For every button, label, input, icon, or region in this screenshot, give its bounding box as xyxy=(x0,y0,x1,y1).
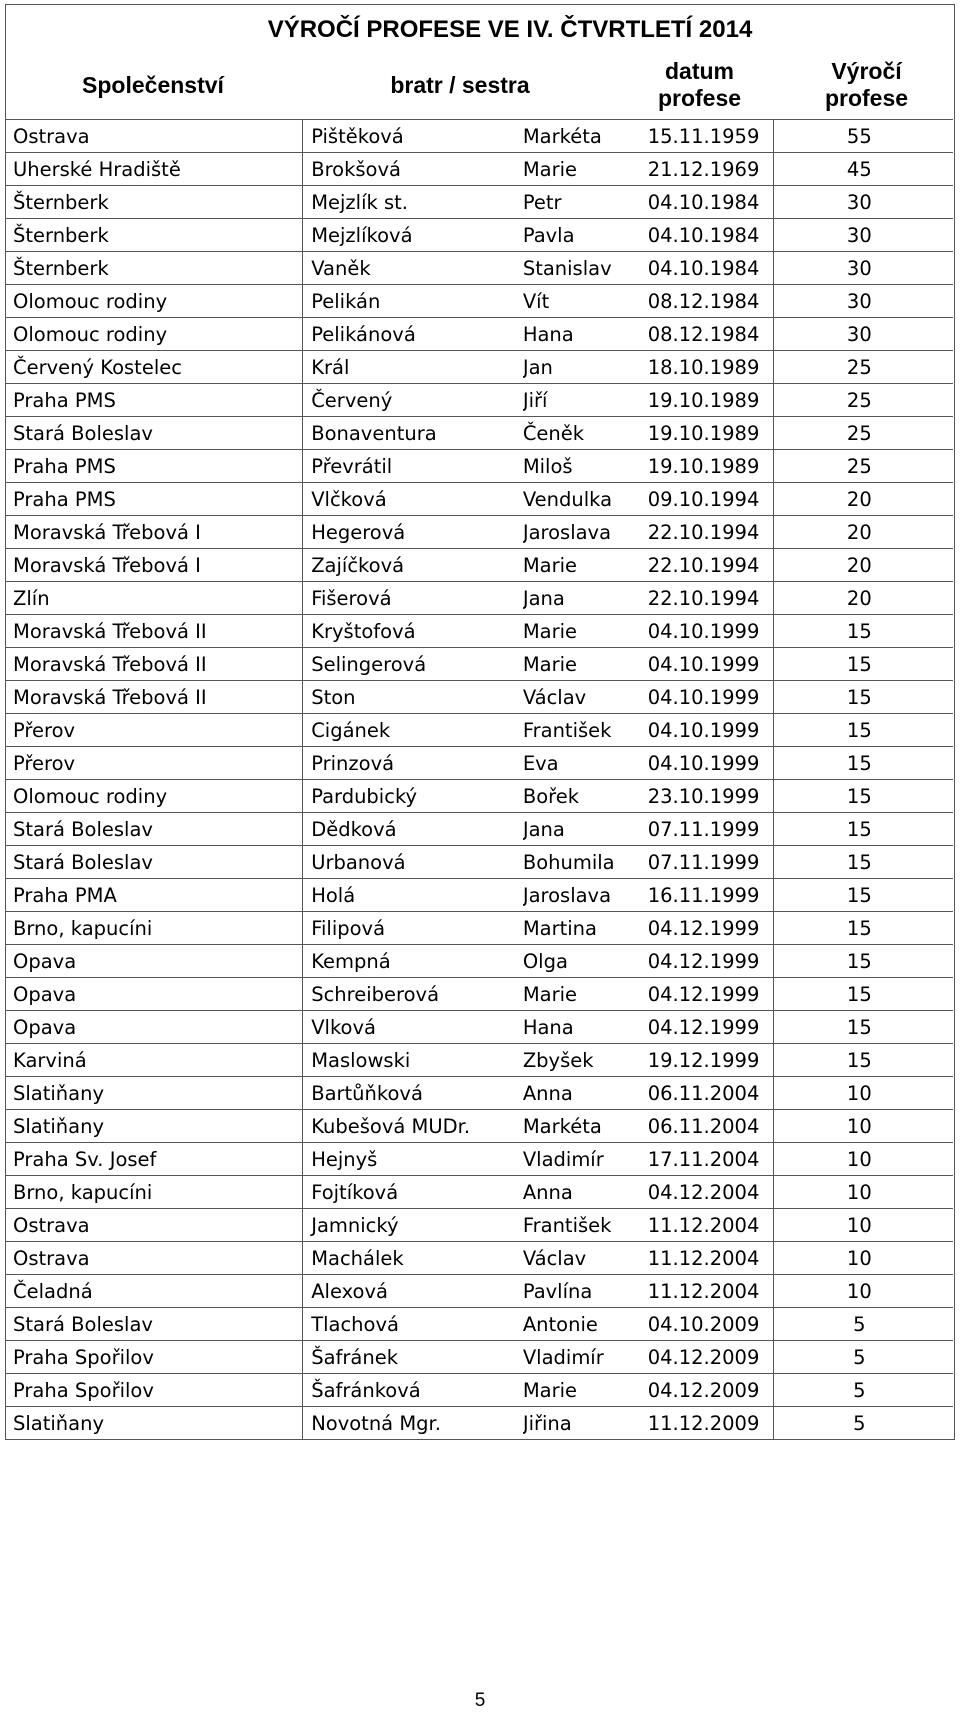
table-row xyxy=(6,351,953,384)
cell-jmeno: Jan xyxy=(522,355,553,379)
cell-vyroci: 5 xyxy=(853,1411,866,1435)
cell-datum-profese: 18.10.1989 xyxy=(646,351,773,384)
table-row xyxy=(6,912,953,945)
cell-jmeno: Vít xyxy=(522,289,550,313)
cell-jmeno: Pavla xyxy=(522,223,575,247)
cell-datum-profese: 04.10.1999 xyxy=(646,681,773,714)
cell-prijmeni: Fojtíková xyxy=(311,1180,399,1204)
cell-prijmeni: Filipová xyxy=(311,916,386,940)
cell-datum-profese: 11.12.2004 xyxy=(646,1209,773,1242)
cell-vyroci: 30 xyxy=(846,256,872,280)
cell-prijmeni: Pelikánová xyxy=(311,322,416,346)
table-row xyxy=(6,1077,953,1110)
cell-jmeno: Petr xyxy=(522,190,562,214)
cell-spolecenstvi: Přerov xyxy=(6,714,303,747)
cell-spolecenstvi: Stará Boleslav xyxy=(6,813,303,846)
cell-vyroci: 15 xyxy=(846,784,872,808)
cell-vyroci: 15 xyxy=(846,982,872,1006)
cell-spolecenstvi: Červený Kostelec xyxy=(6,351,303,384)
cell-vyroci: 15 xyxy=(846,718,872,742)
cell-spolecenstvi: Opava xyxy=(6,945,303,978)
cell-prijmeni: Dědková xyxy=(311,817,397,841)
cell-prijmeni: Vlčková xyxy=(311,487,387,511)
cell-vyroci: 15 xyxy=(846,916,872,940)
cell-vyroci: 15 xyxy=(846,883,872,907)
cell-jmeno: František xyxy=(522,718,612,742)
cell-prijmeni: Šafránek xyxy=(311,1345,398,1369)
cell-spolecenstvi: Slatiňany xyxy=(6,1407,303,1440)
cell-jmeno: Vendulka xyxy=(522,487,613,511)
cell-spolecenstvi: Praha Spořilov xyxy=(6,1341,303,1374)
cell-jmeno: Antonie xyxy=(522,1312,598,1336)
cell-prijmeni: Vlková xyxy=(311,1015,376,1039)
table-row xyxy=(6,879,953,912)
table-row xyxy=(6,1176,953,1209)
cell-jmeno: Zbyšek xyxy=(522,1048,594,1072)
cell-jmeno: Čeněk xyxy=(522,421,585,445)
cell-jmeno: Jaroslava xyxy=(522,520,612,544)
cell-spolecenstvi: Moravská Třebová II xyxy=(6,648,303,681)
cell-spolecenstvi: Olomouc rodiny xyxy=(6,780,303,813)
cell-datum-profese: 06.11.2004 xyxy=(646,1077,773,1110)
cell-spolecenstvi: Stará Boleslav xyxy=(6,1308,303,1341)
table-row xyxy=(6,1143,953,1176)
cell-prijmeni: Cigánek xyxy=(311,718,391,742)
table-row xyxy=(6,252,953,285)
cell-spolecenstvi: Praha PMA xyxy=(6,879,303,912)
table-header xyxy=(6,51,954,119)
table-row xyxy=(6,780,953,813)
cell-spolecenstvi: Praha Spořilov xyxy=(6,1374,303,1407)
table-row xyxy=(6,1011,953,1044)
cell-spolecenstvi: Šternberk xyxy=(6,252,303,285)
cell-datum-profese: 04.12.1999 xyxy=(646,978,773,1011)
header-datum-label: datum profese xyxy=(657,58,742,111)
cell-vyroci: 20 xyxy=(846,553,872,577)
cell-spolecenstvi: Moravská Třebová II xyxy=(6,615,303,648)
cell-jmeno: Pavlína xyxy=(522,1279,593,1303)
cell-vyroci: 30 xyxy=(846,289,872,313)
cell-spolecenstvi: Stará Boleslav xyxy=(6,417,303,450)
cell-spolecenstvi: Stará Boleslav xyxy=(6,846,303,879)
cell-jmeno: Hana xyxy=(522,1015,574,1039)
table-row xyxy=(6,549,953,582)
cell-jmeno: Vladimír xyxy=(522,1345,604,1369)
cell-datum-profese: 15.11.1959 xyxy=(646,120,773,153)
table-row xyxy=(6,186,953,219)
cell-datum-profese: 04.12.2009 xyxy=(646,1341,773,1374)
table-row xyxy=(6,1209,953,1242)
table-row xyxy=(6,219,953,252)
table-row xyxy=(6,285,953,318)
cell-spolecenstvi: Ostrava xyxy=(6,1209,303,1242)
cell-vyroci: 10 xyxy=(846,1180,872,1204)
cell-jmeno: Eva xyxy=(522,751,559,775)
cell-prijmeni: Tlachová xyxy=(311,1312,399,1336)
header-vyroci-profese xyxy=(779,51,954,119)
header-vyroci-label: Výročí profese xyxy=(824,58,909,111)
cell-spolecenstvi: Olomouc rodiny xyxy=(6,318,303,351)
cell-vyroci: 25 xyxy=(846,388,872,412)
data-table xyxy=(6,119,953,1439)
cell-prijmeni: Schreiberová xyxy=(311,982,440,1006)
cell-datum-profese: 04.10.1999 xyxy=(646,747,773,780)
table-row xyxy=(6,417,953,450)
cell-jmeno: Vladimír xyxy=(522,1147,604,1171)
cell-spolecenstvi: Moravská Třebová II xyxy=(6,681,303,714)
cell-datum-profese: 04.12.1999 xyxy=(646,912,773,945)
cell-datum-profese: 04.12.1999 xyxy=(646,945,773,978)
cell-jmeno: Hana xyxy=(522,322,574,346)
cell-jmeno: Markéta xyxy=(522,1114,602,1138)
cell-vyroci: 20 xyxy=(846,487,872,511)
table-row xyxy=(6,483,953,516)
cell-vyroci: 20 xyxy=(846,586,872,610)
cell-vyroci: 5 xyxy=(853,1312,866,1336)
cell-datum-profese: 19.10.1989 xyxy=(646,450,773,483)
cell-vyroci: 15 xyxy=(846,1048,872,1072)
cell-vyroci: 5 xyxy=(853,1345,866,1369)
cell-datum-profese: 07.11.1999 xyxy=(646,846,773,879)
table-row xyxy=(6,318,953,351)
table-row xyxy=(6,846,953,879)
cell-jmeno: Václav xyxy=(522,1246,587,1270)
cell-spolecenstvi: Moravská Třebová I xyxy=(6,549,303,582)
anniversary-table xyxy=(5,4,955,1440)
cell-jmeno: Václav xyxy=(522,685,587,709)
cell-spolecenstvi: Šternberk xyxy=(6,186,303,219)
cell-spolecenstvi: Karviná xyxy=(6,1044,303,1077)
cell-datum-profese: 08.12.1984 xyxy=(646,318,773,351)
table-row xyxy=(6,945,953,978)
cell-datum-profese: 11.12.2004 xyxy=(646,1275,773,1308)
cell-prijmeni: Maslowski xyxy=(311,1048,411,1072)
cell-datum-profese: 06.11.2004 xyxy=(646,1110,773,1143)
document-title: VÝROČÍ PROFESE VE IV. ČTVRTLETÍ 2014 xyxy=(267,16,753,43)
cell-datum-profese: 22.10.1994 xyxy=(646,549,773,582)
cell-datum-profese: 23.10.1999 xyxy=(646,780,773,813)
cell-prijmeni: Machálek xyxy=(311,1246,404,1270)
cell-prijmeni: Mejzlík st. xyxy=(311,190,408,214)
cell-spolecenstvi: Praha Sv. Josef xyxy=(6,1143,303,1176)
cell-vyroci: 55 xyxy=(846,124,872,148)
cell-jmeno: Bořek xyxy=(522,784,579,808)
cell-spolecenstvi: Moravská Třebová I xyxy=(6,516,303,549)
table-row xyxy=(6,384,953,417)
cell-jmeno: Bohumila xyxy=(522,850,615,874)
cell-vyroci: 10 xyxy=(846,1279,872,1303)
table-row xyxy=(6,120,953,153)
cell-vyroci: 25 xyxy=(846,421,872,445)
cell-jmeno: Jana xyxy=(522,586,565,610)
cell-jmeno: Stanislav xyxy=(522,256,612,280)
cell-prijmeni: Pištěková xyxy=(311,124,404,148)
cell-vyroci: 15 xyxy=(846,751,872,775)
table-row xyxy=(6,648,953,681)
cell-datum-profese: 16.11.1999 xyxy=(646,879,773,912)
cell-vyroci: 15 xyxy=(846,817,872,841)
cell-spolecenstvi: Čeladná xyxy=(6,1275,303,1308)
cell-spolecenstvi: Praha PMS xyxy=(6,450,303,483)
cell-jmeno: Jiřina xyxy=(522,1411,572,1435)
cell-jmeno: Marie xyxy=(522,157,578,181)
table-row xyxy=(6,681,953,714)
cell-vyroci: 10 xyxy=(846,1147,872,1171)
cell-vyroci: 10 xyxy=(846,1081,872,1105)
table-row xyxy=(6,747,953,780)
cell-prijmeni: Král xyxy=(311,355,350,379)
cell-jmeno: Marie xyxy=(522,652,578,676)
cell-prijmeni: Holá xyxy=(311,883,356,907)
cell-spolecenstvi: Opava xyxy=(6,978,303,1011)
header-bratr-sestra: bratr / sestra xyxy=(390,71,530,98)
cell-vyroci: 45 xyxy=(846,157,872,181)
cell-prijmeni: Bartůňková xyxy=(311,1081,423,1105)
cell-prijmeni: Kempná xyxy=(311,949,391,973)
cell-datum-profese: 19.10.1989 xyxy=(646,417,773,450)
cell-datum-profese: 04.12.2009 xyxy=(646,1374,773,1407)
cell-spolecenstvi: Opava xyxy=(6,1011,303,1044)
cell-vyroci: 5 xyxy=(853,1378,866,1402)
cell-spolecenstvi: Uherské Hradiště xyxy=(6,153,303,186)
page-number: 5 xyxy=(474,1690,486,1711)
cell-spolecenstvi: Praha PMS xyxy=(6,483,303,516)
cell-prijmeni: Šafránková xyxy=(311,1378,421,1402)
cell-prijmeni: Ston xyxy=(311,685,356,709)
cell-datum-profese: 08.12.1984 xyxy=(646,285,773,318)
cell-datum-profese: 09.10.1994 xyxy=(646,483,773,516)
cell-jmeno: Miloš xyxy=(522,454,573,478)
cell-prijmeni: Pardubický xyxy=(311,784,418,808)
cell-jmeno: Martina xyxy=(522,916,597,940)
cell-datum-profese: 07.11.1999 xyxy=(646,813,773,846)
table-row xyxy=(6,516,953,549)
cell-datum-profese: 19.12.1999 xyxy=(646,1044,773,1077)
cell-prijmeni: Převrátil xyxy=(311,454,393,478)
table-row xyxy=(6,1044,953,1077)
cell-vyroci: 25 xyxy=(846,355,872,379)
cell-vyroci: 30 xyxy=(846,223,872,247)
cell-prijmeni: Mejzlíková xyxy=(311,223,413,247)
cell-datum-profese: 04.10.2009 xyxy=(646,1308,773,1341)
cell-spolecenstvi: Praha PMS xyxy=(6,384,303,417)
table-row xyxy=(6,813,953,846)
table-row xyxy=(6,1308,953,1341)
cell-datum-profese: 21.12.1969 xyxy=(646,153,773,186)
cell-jmeno: Jiří xyxy=(522,388,548,412)
cell-jmeno: Marie xyxy=(522,553,578,577)
cell-spolecenstvi: Přerov xyxy=(6,747,303,780)
cell-spolecenstvi: Slatiňany xyxy=(6,1110,303,1143)
table-row xyxy=(6,582,953,615)
table-row xyxy=(6,1341,953,1374)
cell-prijmeni: Hejnyš xyxy=(311,1147,378,1171)
table-row xyxy=(6,714,953,747)
cell-vyroci: 10 xyxy=(846,1246,872,1270)
cell-jmeno: Marie xyxy=(522,1378,578,1402)
cell-vyroci: 15 xyxy=(846,685,872,709)
cell-jmeno: Marie xyxy=(522,982,578,1006)
cell-prijmeni: Hegerová xyxy=(311,520,406,544)
table-row xyxy=(6,615,953,648)
cell-datum-profese: 04.10.1984 xyxy=(646,186,773,219)
cell-spolecenstvi: Slatiňany xyxy=(6,1077,303,1110)
cell-vyroci: 20 xyxy=(846,520,872,544)
cell-datum-profese: 04.10.1999 xyxy=(646,714,773,747)
cell-prijmeni: Zajíčková xyxy=(311,553,405,577)
cell-vyroci: 15 xyxy=(846,619,872,643)
cell-vyroci: 15 xyxy=(846,1015,872,1039)
cell-datum-profese: 22.10.1994 xyxy=(646,582,773,615)
cell-jmeno: Anna xyxy=(522,1180,573,1204)
cell-jmeno: Marie xyxy=(522,619,578,643)
cell-prijmeni: Vaněk xyxy=(311,256,371,280)
cell-datum-profese: 04.10.1984 xyxy=(646,252,773,285)
cell-jmeno: Olga xyxy=(522,949,568,973)
cell-prijmeni: Pelikán xyxy=(311,289,381,313)
cell-vyroci: 25 xyxy=(846,454,872,478)
cell-prijmeni: Fišerová xyxy=(311,586,392,610)
cell-datum-profese: 19.10.1989 xyxy=(646,384,773,417)
cell-spolecenstvi: Ostrava xyxy=(6,1242,303,1275)
table-row xyxy=(6,1407,953,1440)
cell-jmeno: Markéta xyxy=(522,124,602,148)
cell-spolecenstvi: Šternberk xyxy=(6,219,303,252)
cell-vyroci: 15 xyxy=(846,850,872,874)
cell-datum-profese: 04.12.2004 xyxy=(646,1176,773,1209)
cell-prijmeni: Alexová xyxy=(311,1279,388,1303)
cell-prijmeni: Červený xyxy=(311,388,393,412)
cell-vyroci: 15 xyxy=(846,949,872,973)
table-row xyxy=(6,1374,953,1407)
table-row xyxy=(6,450,953,483)
cell-prijmeni: Selingerová xyxy=(311,652,427,676)
table-row xyxy=(6,1275,953,1308)
cell-spolecenstvi: Zlín xyxy=(6,582,303,615)
cell-datum-profese: 04.10.1999 xyxy=(646,615,773,648)
cell-prijmeni: Kubešová MUDr. xyxy=(311,1114,471,1138)
cell-vyroci: 15 xyxy=(846,652,872,676)
cell-jmeno: Anna xyxy=(522,1081,573,1105)
cell-prijmeni: Novotná Mgr. xyxy=(311,1411,441,1435)
cell-prijmeni: Jamnický xyxy=(311,1213,399,1237)
cell-datum-profese: 22.10.1994 xyxy=(646,516,773,549)
cell-prijmeni: Urbanová xyxy=(311,850,406,874)
cell-prijmeni: Bonaventura xyxy=(311,421,437,445)
table-row xyxy=(6,978,953,1011)
cell-datum-profese: 04.10.1999 xyxy=(646,648,773,681)
table-row xyxy=(6,1242,953,1275)
cell-jmeno: Jana xyxy=(522,817,565,841)
cell-jmeno: František xyxy=(522,1213,612,1237)
cell-vyroci: 10 xyxy=(846,1114,872,1138)
cell-vyroci: 30 xyxy=(846,322,872,346)
cell-datum-profese: 17.11.2004 xyxy=(646,1143,773,1176)
cell-vyroci: 30 xyxy=(846,190,872,214)
cell-datum-profese: 04.10.1984 xyxy=(646,219,773,252)
cell-spolecenstvi: Olomouc rodiny xyxy=(6,285,303,318)
header-spolecenstvi: Společenství xyxy=(82,71,224,98)
header-datum-profese xyxy=(620,51,779,119)
cell-vyroci: 10 xyxy=(846,1213,872,1237)
cell-prijmeni: Brokšová xyxy=(311,157,401,181)
cell-datum-profese: 11.12.2009 xyxy=(646,1407,773,1440)
cell-datum-profese: 04.12.1999 xyxy=(646,1011,773,1044)
cell-datum-profese: 11.12.2004 xyxy=(646,1242,773,1275)
cell-prijmeni: Prinzová xyxy=(311,751,395,775)
cell-spolecenstvi: Ostrava xyxy=(6,120,303,153)
cell-prijmeni: Kryštofová xyxy=(311,619,416,643)
cell-jmeno: Jaroslava xyxy=(522,883,612,907)
table-row xyxy=(6,1110,953,1143)
cell-spolecenstvi: Brno, kapucíni xyxy=(6,912,303,945)
table-row xyxy=(6,153,953,186)
cell-spolecenstvi: Brno, kapucíni xyxy=(6,1176,303,1209)
